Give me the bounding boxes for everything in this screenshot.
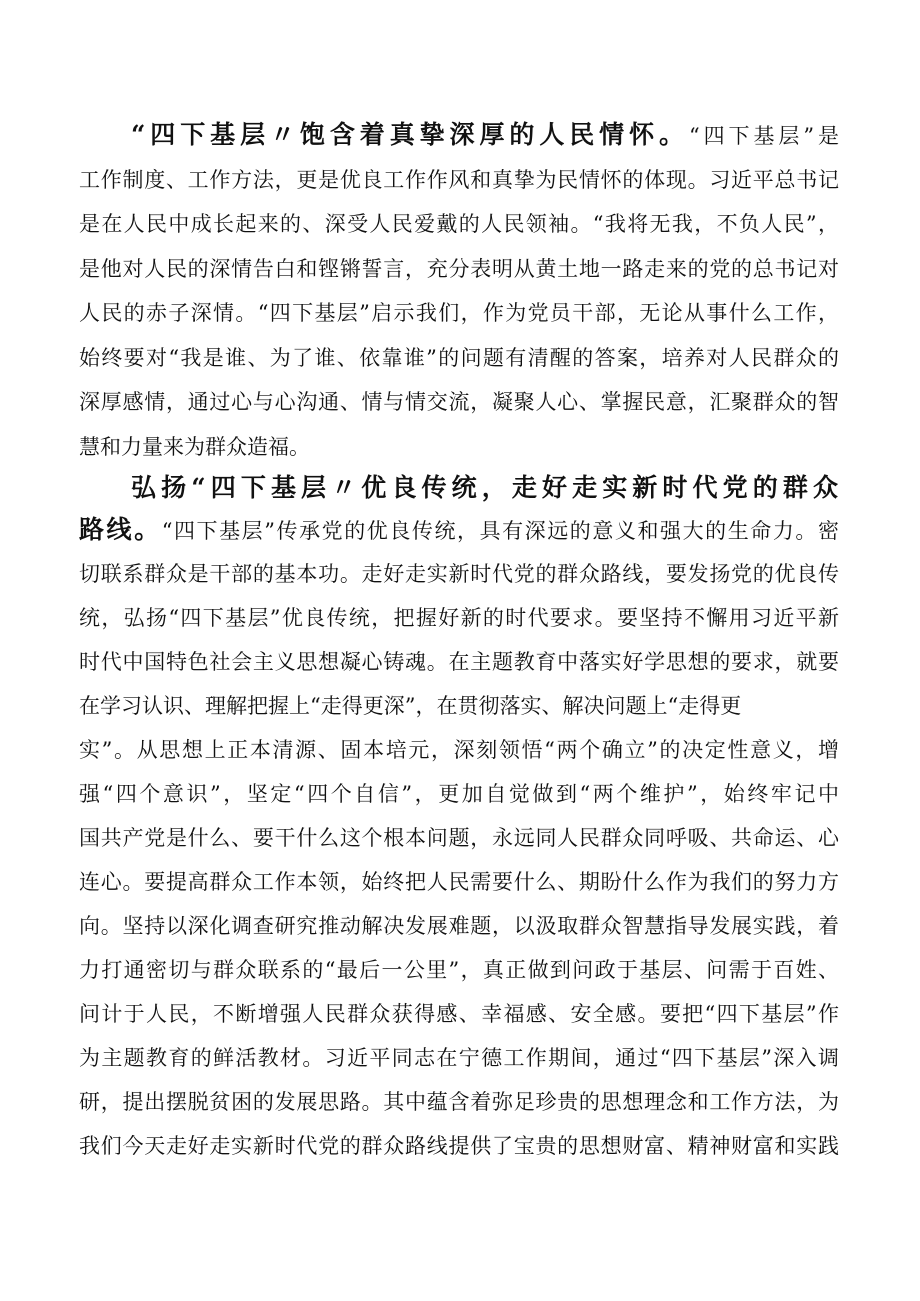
paragraph-2-line-3: 切联系群众是干部的基本功。走好走实新时代党的群众路线，要发扬党的优良传 [79,562,839,586]
paragraph-1-line-1 [131,115,839,155]
paragraph-1-line-5: 人民的赤子深情。“四下基层”启示我们，作为党员干部，无论从事什么工作， [79,301,839,325]
paragraph-2-line-10: 连心。要提高群众工作本领，始终把人民需要什么、期盼什么作为我们的努力方 [79,870,839,894]
paragraph-2-line-2-text: “四下基层”传承党的优良传统，具有深远的意义和强大的生命力。密 [161,519,839,543]
paragraph-1-line-8: 慧和力量来为群众造福。 [79,435,310,459]
paragraph-2-line-7: 实”。从思想上正本清源、固本培元，深刻领悟“两个确立”的决定性意义，增 [79,738,839,762]
paragraph-2-line-11: 向。坚持以深化调查研究推动解决发展难题，以汲取群众智慧指导发展实践，着 [79,914,839,938]
paragraph-2-line-12: 力打通密切与群众联系的“最后一公里”，真正做到问政于基层、问需于百姓、 [79,958,839,982]
paragraph-2-line-13: 问计于人民，不断增强人民群众获得感、幸福感、安全感。要把“四下基层”作 [79,1002,839,1026]
paragraph-2-line-14: 为主题教育的鲜活教材。习近平同志在宁德工作期间，通过“四下基层”深入调 [79,1046,839,1070]
paragraph-2-heading-end: 路线。 [79,515,162,544]
paragraph-1-line-1-text: “四下基层”是 [688,124,839,148]
paragraph-2-line-6: 在学习认识、理解把握上“走得更深”，在贯彻落实、解决问题上“走得更 [79,694,742,718]
paragraph-1-line-6: 始终要对“我是谁、为了谁、依靠谁”的问题有清醒的答案，培养对人民群众的 [79,346,839,370]
paragraph-1-line-3: 是在人民中成长起来的、深受人民爱戴的人民领袖。“我将无我，不负人民”， [79,212,839,236]
paragraph-2-heading-line-1: 弘扬“四下基层〃优良传统，走好走实新时代党的群众 [131,473,839,502]
paragraph-2-line-15: 研，提出摆脱贫困的发展思路。其中蕴含着弥足珍贵的思想理念和工作方法，为 [79,1090,839,1114]
paragraph-2-line-8: 强“四个意识”，坚定“四个自信”，更加自觉做到“两个维护”，始终牢记中 [79,782,839,806]
paragraph-2-line-4: 统，弘扬“四下基层”优良传统，把握好新的时代要求。要坚持不懈用习近平新 [79,606,839,630]
paragraph-1-line-2: 工作制度、工作方法，更是优良工作作风和真挚为民情怀的体现。习近平总书记 [79,168,839,192]
paragraph-1-heading: “四下基层〃饱含着真挚深厚的人民情怀。 [131,120,689,149]
paragraph-1-line-4: 是他对人民的深情告白和铿锵誓言，充分表明从黄土地一路走来的党的总书记对 [79,257,839,281]
paragraph-2-line-2 [79,510,839,550]
paragraph-2-line-16: 我们今天走好走实新时代党的群众路线提供了宝贵的思想财富、精神财富和实践 [79,1134,839,1158]
paragraph-2-line-5: 时代中国特色社会主义思想凝心铸魂。在主题教育中落实好学思想的要求，就要 [79,650,839,674]
paragraph-1-line-7: 深厚感情，通过心与心沟通、情与情交流，凝聚人心、掌握民意，汇聚群众的智 [79,390,839,414]
paragraph-2-line-9: 国共产党是什么、要干什么这个根本问题，永远同人民群众同呼吸、共命运、心 [79,826,839,850]
